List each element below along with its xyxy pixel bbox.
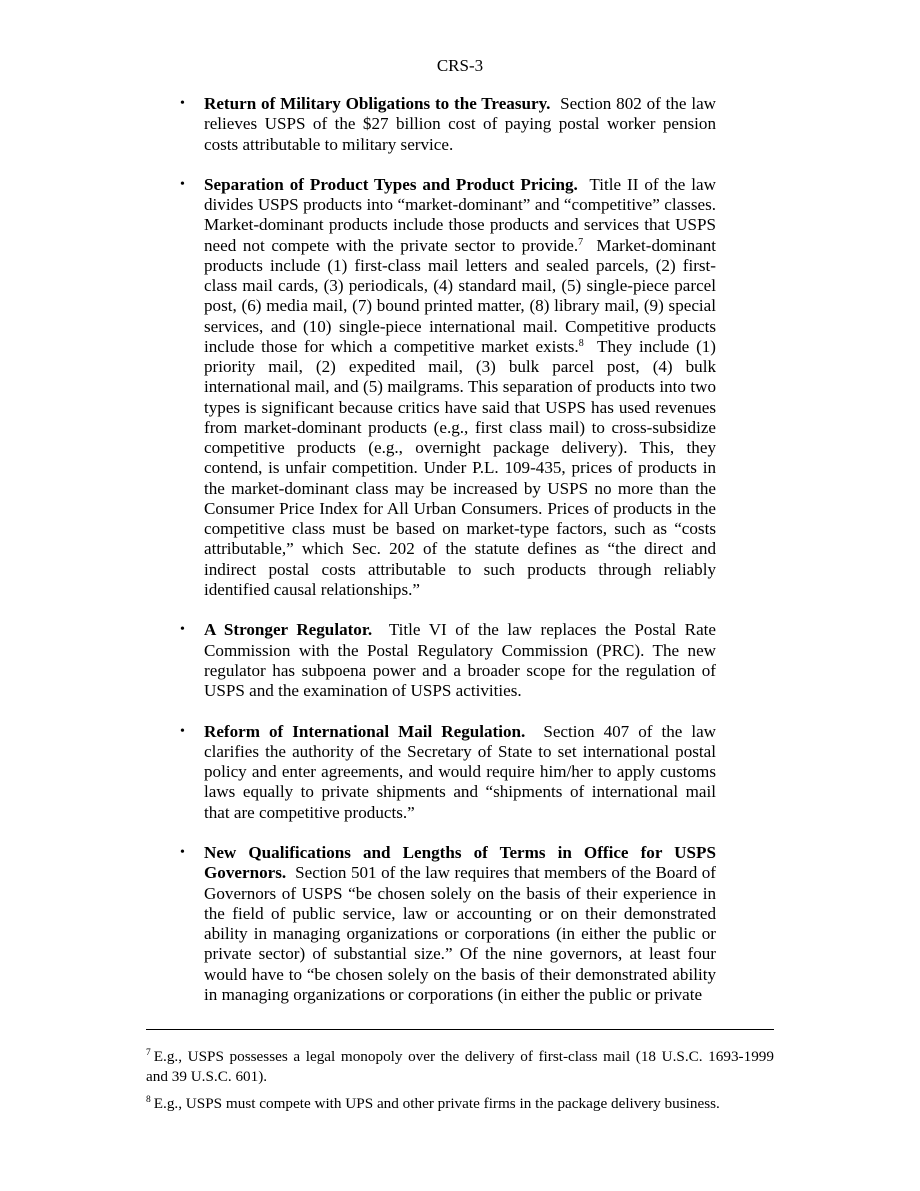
footnote-divider	[146, 1029, 774, 1030]
bullet-military-obligations	[180, 94, 716, 155]
footnote-text: E.g., USPS possesses a legal monopoly over the delivery of first-class mail (18 U.S.C. 1693-1999 and 39 U.S.C. 601).	[146, 1048, 774, 1085]
bullet-stronger-regulator	[180, 620, 716, 701]
bullet-heading: Return of Military Obligations to the Treasury.	[204, 94, 551, 113]
bullet-list	[180, 94, 716, 1025]
bullet-heading: A Stronger Regulator.	[204, 620, 373, 640]
bullet-icon: •	[180, 96, 185, 111]
bullet-heading: New Qualifications and Lengths of Terms in Office for USPS Governors.	[204, 843, 716, 883]
bullet-body: They include (1) priority mail, (2) expedited mail, (3) bulk parcel post, (4) bulk international mail, and (5) mailgrams. This separation of products into two types is significant because critics have said that USPS has used revenues from market-dominant products (e.g., first class mail) to cross-subsidize competitive products (e.g., overnight package delivery). This, they contend, is unfair competition. Under P.L. 109-435, prices of products in the market-dominant class may be increased by USPS no more than the Consumer Price Index for All Urban Consumers. Prices of products in the competitive class must be based on market-type factors, such as “costs attributable,” which Sec. 202 of the statute defines as “the direct and indirect postal costs attributable to such products through reliably identified causal relationships.”	[204, 336, 716, 599]
bullet-icon: •	[180, 622, 185, 638]
footnote-7	[146, 1047, 774, 1086]
footnote-8	[146, 1094, 774, 1114]
bullet-international-mail	[180, 722, 716, 823]
bullet-body: Section 802 of the law relieves USPS of the $27 billion cost of paying postal worker pension costs attributable to military service.	[204, 94, 717, 154]
bullet-usps-governors	[180, 843, 716, 1005]
footnotes	[146, 1047, 774, 1122]
footnote-mark: 8	[146, 1095, 151, 1105]
bullet-body: Title II of the law divides USPS products into “market-dominant” and “competitive” classes. Market-dominant products include those products and services that USPS need not compete with the private sector to provide.	[204, 174, 716, 255]
page-header: CRS-3	[436, 56, 484, 75]
bullet-body: Section 501 of the law requires that members of the Board of Governors of USPS “be chosen solely on the basis of their experience in the field of public service, law or accounting or on their demonstrated ability in managing organizations or corporations (in either the public or private sector) of substantial size.” Of the nine governors, at least four would have to “be chosen solely on the basis of their demonstrated ability in managing organizations or corporations (in either the public or private	[204, 863, 716, 1004]
footnote-ref-7[interactable]: 7	[578, 236, 584, 248]
bullet-icon: •	[180, 845, 185, 860]
footnote-text: E.g., USPS must compete with UPS and other private firms in the package delivery business.	[153, 1095, 720, 1112]
bullet-body: Section 407 of the law clarifies the authority of the Secretary of State to set international postal policy and enter agreements, and would require him/her to apply customs laws equally to private shipments and “shipments of international mail that are competitive products.”	[204, 721, 717, 822]
bullet-body: Market-dominant products include (1) first-class mail letters and sealed parcels, (2) first-class mail cards, (3) periodicals, (4) standard mail, (5) single-piece parcel post, (6) media mail, (7) bound printed matter, (8) library mail, (9) special services, and (10) single-piece international mail. Competitive products include those for which a competitive market exists.	[204, 235, 717, 356]
bullet-icon: •	[180, 723, 185, 739]
bullet-body: Title VI of the law replaces the Postal Rate Commission with the Postal Regulatory Commission (PRC). The new regulator has subpoena power and a broader scope for the regulation of USPS and the examination of USPS activities.	[204, 620, 716, 701]
bullet-product-separation	[180, 175, 716, 600]
bullet-icon: •	[180, 176, 185, 192]
footnote-mark: 7	[146, 1048, 151, 1058]
bullet-heading: Reform of International Mail Regulation.	[204, 721, 526, 741]
bullet-heading: Separation of Product Types and Product Pricing.	[204, 174, 578, 194]
footnote-ref-8[interactable]: 8	[578, 337, 584, 349]
